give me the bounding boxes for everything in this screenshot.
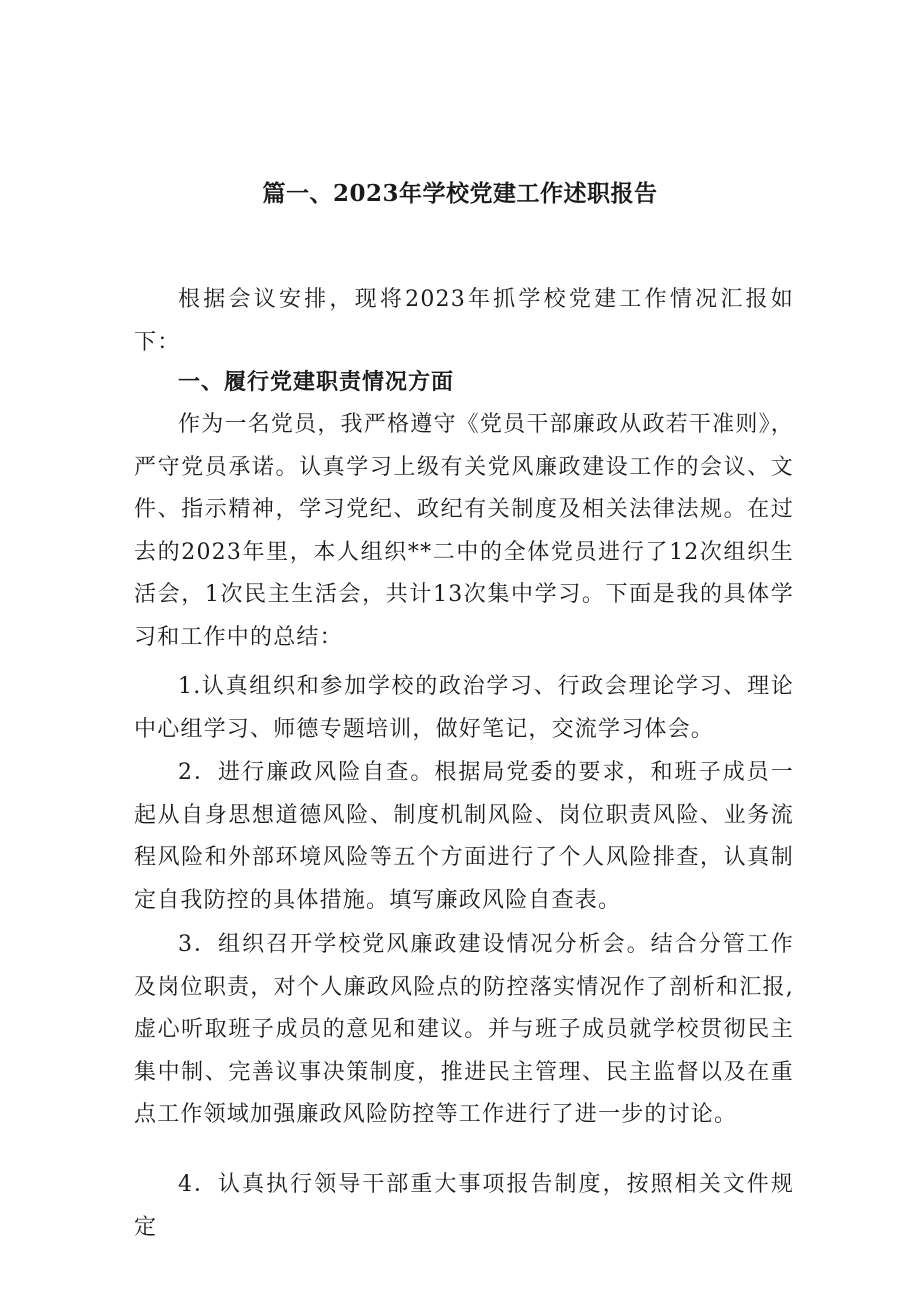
intro-paragraph: 根据会议安排，现将2023年抓学校党建工作情况汇报如下： (134, 287, 794, 355)
list-item-1: 1.认真组织和参加学校的政治学习、行政会理论学习、理论中心组学习、师德专题培训，做好笔记，交流学习体会。 (134, 674, 794, 742)
document-title: 篇一、2023年学校党建工作述职报告 (262, 180, 658, 207)
section-heading-1: 一、履行党建职责情况方面 (178, 370, 455, 395)
paragraph-1: 作为一名党员，我严格遵守《党员干部廉政从政若干准则》，严守党员承诺。认真学习上级有关党风廉政建设工作的会议、文件、指示精神，学习党纪、政纪有关制度及相关法律法规。在过去的2023年里，本人组织**二中的全体党员进行了12次组织生活会，1次民主生活会，共计13次集中学习。下面是我的具体学习和工作中的总结： (134, 412, 794, 650)
list-item-4: 4．认真执行领导干部重大事项报告制度，按照相关文件规定 (134, 1172, 794, 1240)
list-item-3: 3．组织召开学校党风廉政建设情况分析会。结合分管工作及岗位职责，对个人廉政风险点的防控落实情况作了剖析和汇报,虚心听取班子成员的意见和建议。并与班子成员就学校贯彻民主集中制、完善议事决策制度，推进民主管理、民主监督以及在重点工作领域加强廉政风险防控等工作进行了进一步的讨论。 (134, 932, 794, 1127)
list-item-2: 2．进行廉政风险自查。根据局党委的要求，和班子成员一起从自身思想道德风险、制度机制风险、岗位职责风险、业务流程风险和外部环境风险等五个方面进行了个人风险排查，认真制定自我防控的具体措施。填写廉政风险自查表。 (134, 760, 794, 913)
